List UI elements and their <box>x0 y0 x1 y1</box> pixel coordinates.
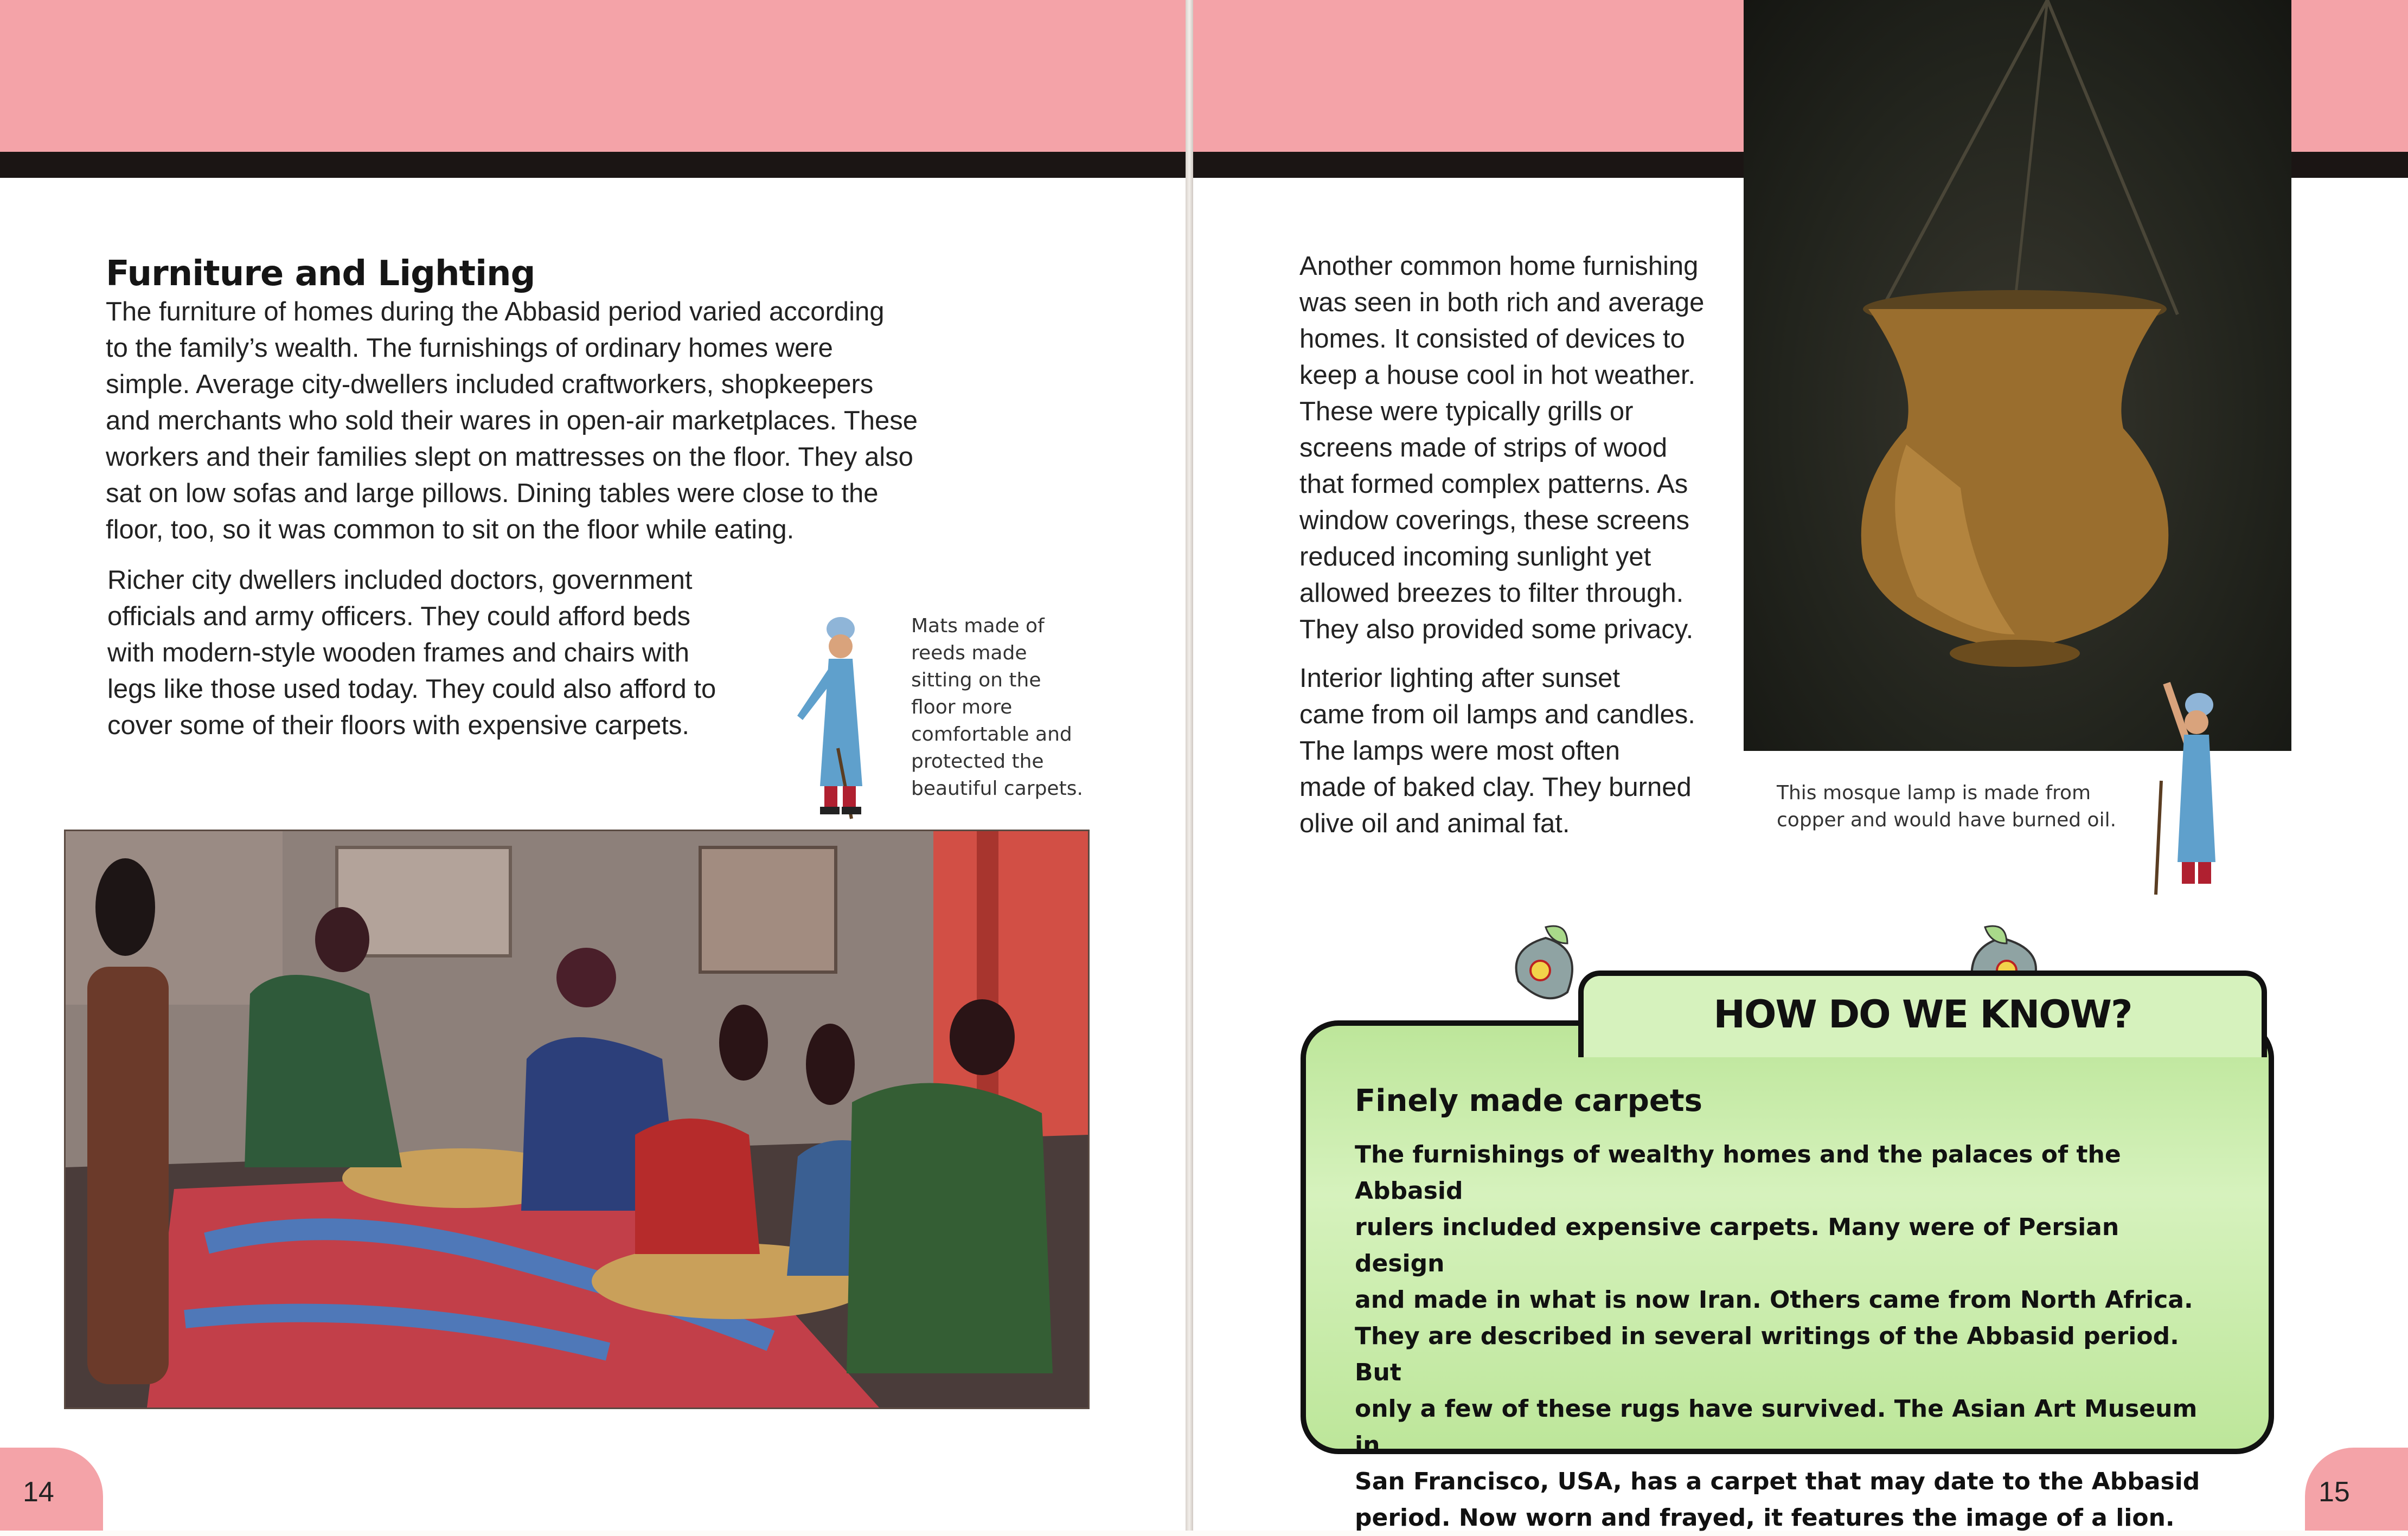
left-paragraph-1: The furniture of homes during the Abbasid period varied according to the family’s wealth. The furnishings of ordinary homes were simple. Average city-dwellers included craftworkers, shopkeepers and merchants who sold their wares in open-air marketplaces. These workers and their families slept on mattresses on the floor. They also sat on low sofas and large pillows. Dining tables were close to the floor, too, so it was common to sit on the floor while eating. <box>106 297 918 544</box>
how-do-we-know-body: The furnishings of wealthy homes and the palaces of the Abbasid rulers included expensive carpets. Many were of Persian design and made in what is now Iran. Others came from North Africa. They are described in several writings of the Abbasid period. But only a few of these rugs have survived. The Asian Art Museum in San Francisco, USA, has a carpet that may date to the Abbasid period. Now worn and frayed, it features the image of a lion. <box>1355 1141 2200 1532</box>
mosque-lamp-photo <box>1744 0 2291 751</box>
right-paragraph-1: Another common home furnishing was seen in both rich and average homes. It consisted of devices to keep a house cool in hot weather. These were typically grills or screens made of strips of wood that formed complex patterns. As window coverings, these screens reduced incoming sunlight yet allowed breezes to filter through. They also provided some privacy. <box>1299 252 1705 644</box>
mosque-lamp-drawing <box>1744 0 2291 751</box>
standing-man-figure <box>786 607 895 824</box>
dining-scene-illustration <box>64 830 1090 1409</box>
figure-caption: Mats made of reeds made sitting on the floor more comfortable and protected the beautiful carpets. <box>911 615 1083 800</box>
photo-caption: This mosque lamp is made from copper and would have burned oil. <box>1777 782 2117 831</box>
dining-scene-drawing <box>66 831 1088 1408</box>
book-gutter <box>1186 0 1193 1531</box>
left-paragraph-2: Richer city dwellers included doctors, government officials and army officers. They could afford beds with modern-style wooden frames and chairs with legs like those used today. They could also afford to cover some of their floors with expensive carpets. <box>107 565 716 740</box>
right-paragraph-2: Interior lighting after sunset came from oil lamps and candles. The lamps were most often made of baked clay. They burned olive oil and animal fat. <box>1299 664 1695 838</box>
how-do-we-know-title: HOW DO WE KNOW? <box>1713 992 2132 1037</box>
left-page-number: 14 <box>23 1476 54 1508</box>
section-heading: Furniture and Lighting <box>106 254 535 294</box>
right-page-number: 15 <box>2319 1476 2350 1508</box>
how-do-we-know-heading: Finely made carpets <box>1355 1083 1702 1119</box>
